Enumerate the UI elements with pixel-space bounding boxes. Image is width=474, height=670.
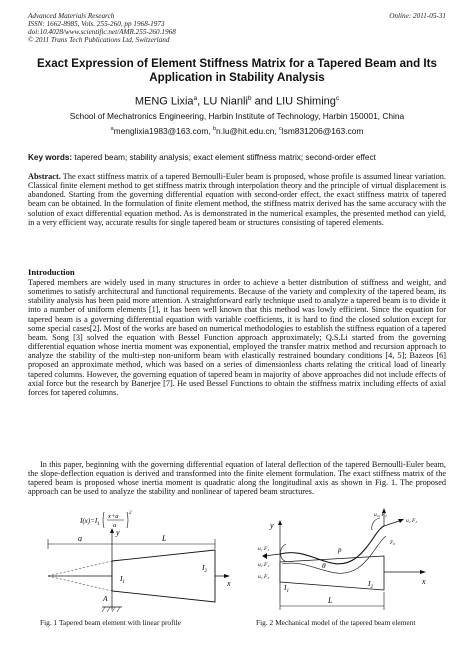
fig1-label-a: a xyxy=(78,534,82,543)
intro-paragraph-1: Tapered members are widely used in many structures in order to achieve a better distribution of stiffness and weight, and sometimes to satisfy architectural and functional requirements. Because of the variety and complexity of the tapered beam, its stability analysis has been paid more attention. A straightforward early technique used to analyze a tapered beam is to divide it into a number of uniform elements [1], it has been well known that this method was lowly efficient. Since the equation for tapered beam is a governing differential equation with variable coefficients, it is hard to find the closed solution except for some special cases[2]. Most of the works are based on numerical methodologies to establish the stiffness equation of a tapered beam. Song [3] solved the equation with Bessel Function approach approximately; Q.S.Li started from the governing differential equation whose inertia moment was exponential, employed the transfer matrix method and recursion approach to analyze the stability of the multi-step non-uniform beam with elastically restrained boundary conditions [4, 5]; Bazeos [6] proposed an approximate method, which was based on a series of dimensionless charts relating the critical load of linearly tapered columns. However, the governing equation of tapered beam in majority of above approaches did not include effects of axial force but the research by Banerjee [7]. He used Bessel Functions to obtain the stiffness matrix including effects of axial forces for tapered columns. xyxy=(28,278,446,397)
paper-title-line-1: Exact Expression of Element Stiffness Matrix for a Tapered Beam and Its xyxy=(37,57,437,70)
email-b: n.lu@hit.edu.cn, xyxy=(216,125,280,136)
fig1-label-A: A xyxy=(103,594,108,603)
paper-title xyxy=(30,57,444,85)
fig1-formula-num: x+a xyxy=(108,513,119,520)
journal-doi: doi:10.4028/www.scientific.net/AMR.255-260.1968 xyxy=(28,28,176,36)
email-a: menglixia1983@163.com, xyxy=(113,125,213,136)
journal-copyright: © 2011 Trans Tech Publications Ltd, Switzerland xyxy=(28,36,170,44)
fig2-axis-x: x xyxy=(422,577,426,586)
fig2-label-theta: θ xyxy=(322,561,326,570)
email-c: lsm831206@163.com xyxy=(281,125,364,136)
fig1-formula-exp: 2 xyxy=(129,511,132,516)
affiliation: School of Mechatronics Engineering, Harbin Institute of Technology, Harbin 150001, China xyxy=(69,111,405,121)
author-1: MENG Lixia xyxy=(134,95,194,108)
fig2-label-1: u₂ F₅ xyxy=(406,518,418,524)
fig1-axis-y: y xyxy=(116,528,120,537)
svg-text:I(x)=I1 xyxy=(79,517,100,527)
figure-1-caption: Fig. 1 Tapered beam element with linear profile xyxy=(40,618,181,627)
keywords-label: Key words: xyxy=(28,153,73,162)
fig2-label-2: F₆ xyxy=(390,540,396,546)
keywords-text: tapered beam; stability analysis; exact element stiffness matrix; second-order effect xyxy=(72,153,376,162)
fig2-label-3: u₁ F₁ xyxy=(258,546,270,552)
journal-issn: ISSN: 1662-8985, Vols. 255-260, pp 1968-1973 xyxy=(28,20,165,28)
fig1-label-L: L xyxy=(162,534,167,543)
author-emails xyxy=(28,124,446,136)
online-date: Online: 2011-05-31 xyxy=(389,12,446,20)
fig2-label-I2: I xyxy=(368,579,371,588)
fig1-label-I2: I xyxy=(202,563,205,572)
svg-text:I1 xyxy=(283,583,289,594)
author-1-mark: a xyxy=(193,95,198,102)
figure-2-caption: Fig. 2 Mechanical model of the tapered beam element xyxy=(256,618,416,627)
figure-1-tapered-beam xyxy=(40,508,240,616)
journal-header xyxy=(28,12,446,44)
fig2-label-0: u₂, F₄ xyxy=(374,512,387,518)
abstract-text: The exact stiffness matrix of a tapered Bernoulli-Euler beam is proposed, whose profile is assumed linear variation. Classical finite element method to get stiffness matrix through interpolation theory and the principle of virtual displacement is abandoned. Starting from the governing differential equation with second-order effect, the exact stiffness matrix of tapered beam can be obtained. In the formulation of finite element method, the stiffness matrix derived has the same accuracy with the solution of exact differential equation method. As is demonstrated in the numerical examples, the presented method can yield, in a very efficient way, accurate results for single tapered beam or structures consisting of tapered elements. xyxy=(28,172,446,227)
fig2-axis-y: y xyxy=(270,521,274,530)
fig2-label-5: u₃ F₃ xyxy=(258,574,270,580)
figure-2-mechanical-model xyxy=(256,506,444,616)
fig1-formula-lhs: I(x)=I xyxy=(80,517,98,525)
fig2-label-I1: I xyxy=(284,583,287,592)
fig2-label-I1-sub: 1 xyxy=(286,589,289,594)
author-list xyxy=(28,92,446,109)
author-2-mark: b xyxy=(247,95,252,102)
fig1-label-I2-sub: 2 xyxy=(204,569,207,574)
fig1-label-I1-sub: 1 xyxy=(122,580,125,585)
fig1-axis-x: x xyxy=(227,579,231,588)
intro-paragraph-2: In this paper, beginning with the governing differential equation of lateral deflection of the tapered Bernoulli-Euler beam, the slope-deflection equation is derived and transformed into the finite element formulation. The exact stiffness matrix of the tapered beam is proposed whose inertia moment is quadratic along the longitudinal axis as shown in Fig. 1. The proposed approach can be used to analyze the stability and nonlinear of tapered beam structures. xyxy=(28,460,446,497)
paper-title-line-2: Application in Stability Analysis xyxy=(149,71,325,84)
abstract-label: Abstract. xyxy=(28,172,61,181)
fig1-label-I1: I xyxy=(120,574,123,583)
email-b-mark: b xyxy=(212,126,217,132)
fig1-formula-den: a xyxy=(113,522,117,529)
keywords xyxy=(28,153,448,163)
section-heading-introduction: Introduction xyxy=(28,267,75,277)
author-3-mark: c xyxy=(335,95,340,102)
fig1-formula-sub: 1 xyxy=(97,522,100,527)
fig2-label-L: L xyxy=(328,596,333,605)
fig2-label-p: p xyxy=(338,546,342,554)
author-2: , LU Nianli xyxy=(197,95,248,108)
email-a-mark: a xyxy=(110,126,114,132)
fig2-label-4: u₂ F₂ xyxy=(258,562,270,568)
journal-name: Advanced Materials Research xyxy=(28,12,115,20)
email-c-mark: c xyxy=(279,126,282,132)
abstract xyxy=(28,172,446,227)
fig2-label-I2-sub: 2 xyxy=(370,585,373,590)
author-3: and LIU Shiming xyxy=(251,95,336,108)
